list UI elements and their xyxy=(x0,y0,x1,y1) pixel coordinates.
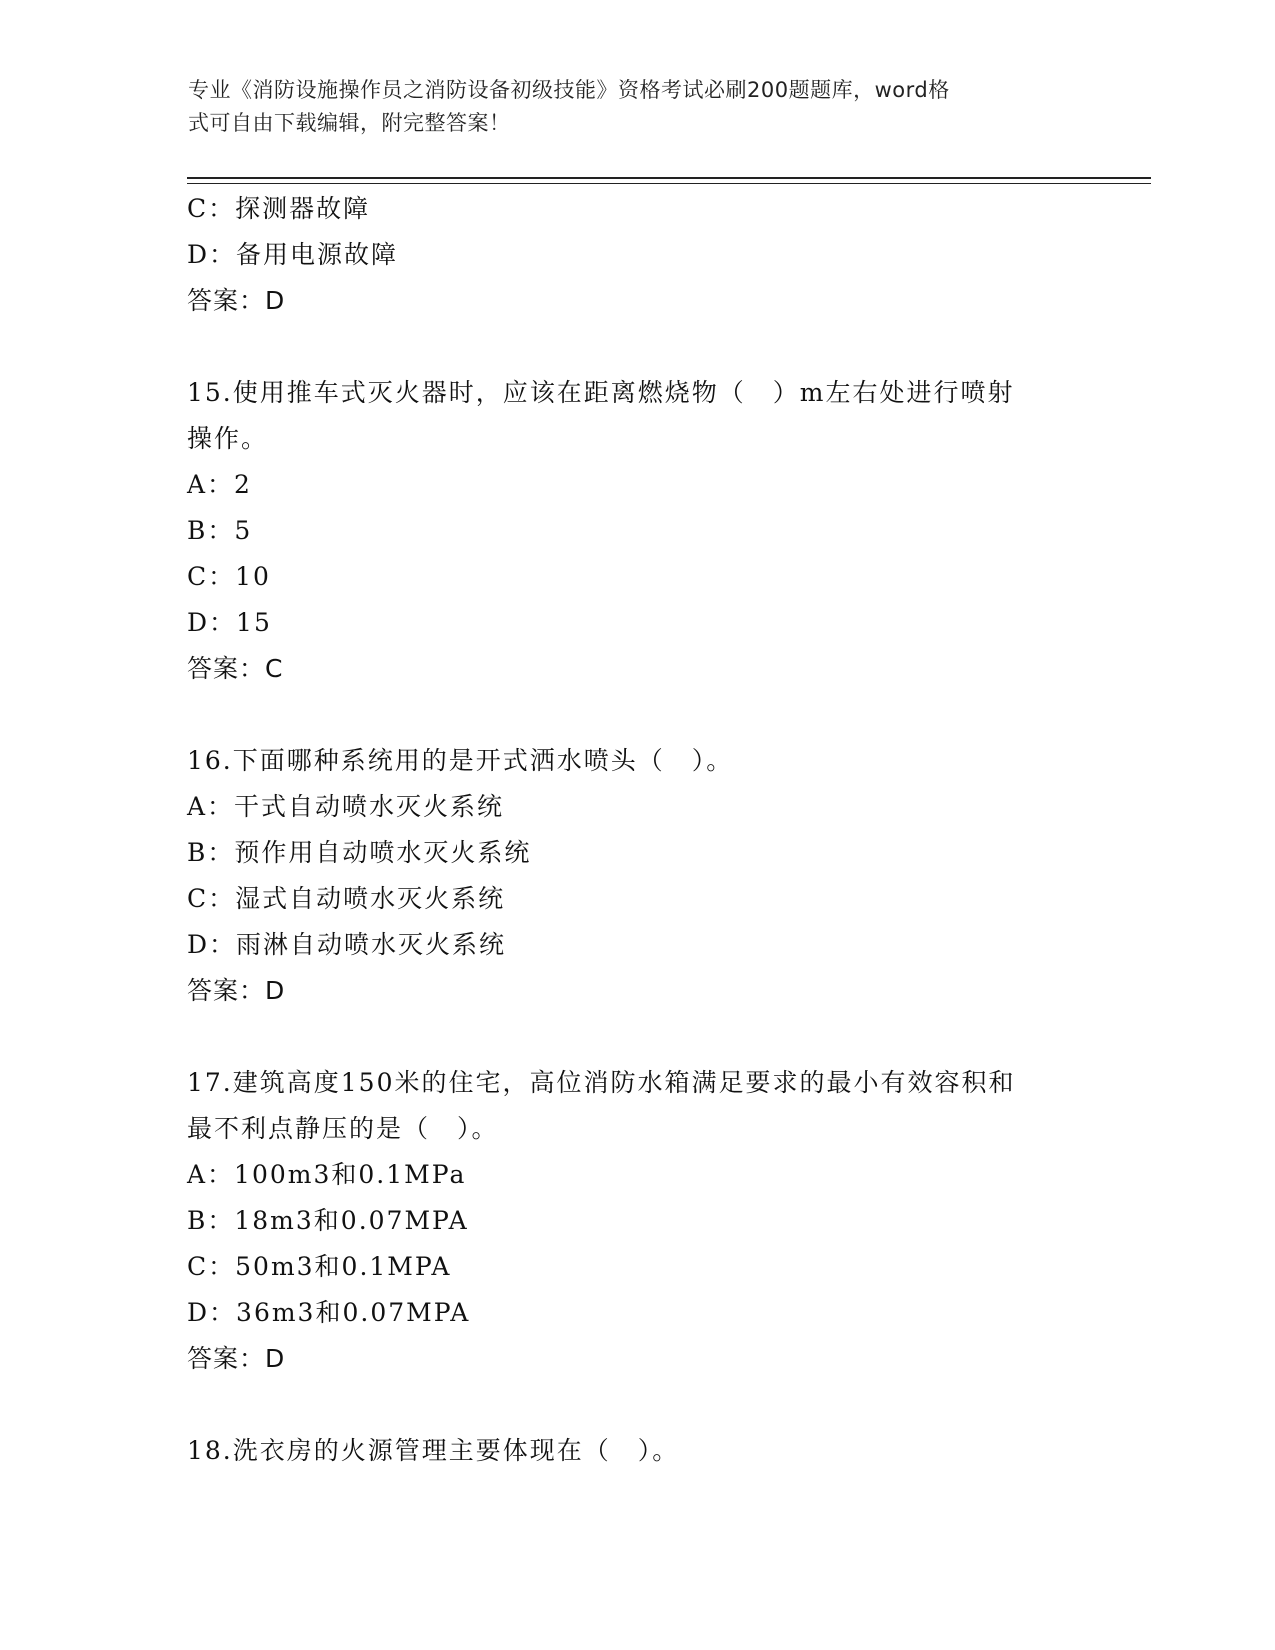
answer: 答案：C xyxy=(187,654,284,683)
question-stem-continued: 操作。 xyxy=(187,424,269,453)
question-stem: 15.使用推车式灭火器时，应该在距离燃烧物（ ）m左右处进行喷射 xyxy=(187,378,1015,407)
option-d: D：备用电源故障 xyxy=(187,240,399,269)
answer: 答案：D xyxy=(187,286,286,315)
question-14 xyxy=(187,186,1087,324)
header-line-2: 式可自由下载编辑，附完整答案！ xyxy=(188,111,511,135)
page-header xyxy=(188,74,1068,140)
option-b: B：预作用自动喷水灭火系统 xyxy=(187,838,532,867)
answer: 答案：D xyxy=(187,976,286,1005)
option-a: A：100m3和0.1MPa xyxy=(187,1160,467,1189)
option-a: A：2 xyxy=(187,470,252,499)
question-16 xyxy=(187,738,1087,1014)
question-stem-continued: 最不利点静压的是（ ）。 xyxy=(187,1114,499,1143)
question-15 xyxy=(187,370,1087,692)
question-stem: 18.洗衣房的火源管理主要体现在（ ）。 xyxy=(187,1436,680,1465)
question-17 xyxy=(187,1060,1087,1382)
question-18 xyxy=(187,1428,1087,1474)
document-body xyxy=(187,186,1087,1474)
question-stem: 17.建筑高度150米的住宅，高位消防水箱满足要求的最小有效容积和 xyxy=(187,1068,1016,1097)
header-divider-thin xyxy=(187,183,1151,184)
question-stem: 16.下面哪种系统用的是开式洒水喷头（ ）。 xyxy=(187,746,734,775)
option-d: D：雨淋自动喷水灭火系统 xyxy=(187,930,507,959)
option-d: D：36m3和0.07MPA xyxy=(187,1298,471,1327)
option-b: B：18m3和0.07MPA xyxy=(187,1206,469,1235)
option-a: A：干式自动喷水灭火系统 xyxy=(187,792,505,821)
option-c: C：探测器故障 xyxy=(187,194,371,223)
header-divider-thick xyxy=(187,177,1151,179)
header-line-1: 专业《消防设施操作员之消防设备初级技能》资格考试必刷200题题库，word格 xyxy=(188,78,950,102)
option-c: C：湿式自动喷水灭火系统 xyxy=(187,884,506,913)
option-d: D：15 xyxy=(187,608,272,637)
answer: 答案：D xyxy=(187,1344,286,1373)
option-b: B：5 xyxy=(187,516,253,545)
option-c: C：10 xyxy=(187,562,271,591)
option-c: C：50m3和0.1MPA xyxy=(187,1252,452,1281)
